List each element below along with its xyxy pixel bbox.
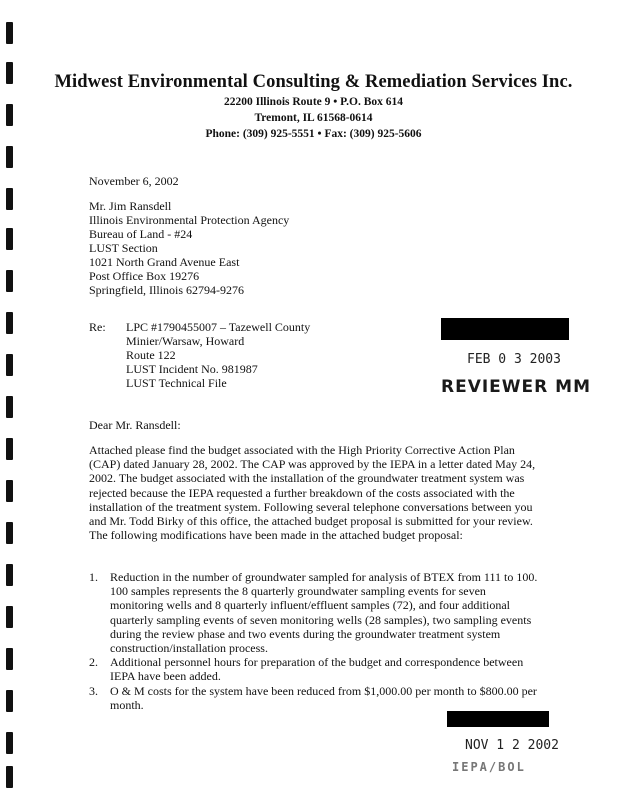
recipient-section: LUST Section: [89, 241, 158, 255]
re-line: Route 122: [126, 348, 176, 362]
re-label: Re:: [89, 320, 106, 334]
scan-mark: [6, 396, 13, 418]
scan-mark: [6, 564, 13, 586]
letter-date: November 6, 2002: [89, 174, 179, 188]
list-item-number: 2.: [89, 655, 98, 670]
scan-mark: [6, 188, 13, 210]
reviewer-stamp: REVIEWER MM: [441, 377, 592, 397]
scan-mark: [6, 270, 13, 292]
nov-date-stamp: NOV 1 2 2002: [465, 738, 559, 753]
recipient-name: Mr. Jim Ransdell: [89, 199, 172, 213]
list-item-text: Reduction in the number of groundwater sampled for analysis of BTEX from 111 to 100. 100 samples represents the 8 quarterly groundwater sampling events for seven monitoring wells and 8 quarterly influent/effluent samples (72), and four additional quarterly sampling events of seven monitoring wells (28 samples), two sampling events during the review phase and two events during the groundwater treatment system construction/installation process.: [110, 570, 538, 656]
scan-mark: [6, 312, 13, 334]
scan-mark: [6, 606, 13, 628]
body-paragraph: Attached please find the budget associated with the High Priority Corrective Action Plan (CAP) dated January 28, 2002. The CAP was approved by the IEPA in a letter dated May 24, 2002. The budget associated with the installation of the groundwater treatment system was rejected because the IEPA requested a further breakdown of the costs associated with the installation of the treatment system. Following several telephone conversations between you and Mr. Todd Birky of this office, the attached budget proposal is submitted for your review. The following modifications have been made in the attached budget proposal:: [89, 443, 536, 543]
re-line: LUST Technical File: [126, 376, 227, 390]
modifications-list: [89, 570, 541, 712]
recipient-address: [89, 199, 289, 297]
list-item-number: 1.: [89, 570, 98, 584]
scan-mark: [6, 480, 13, 502]
recipient-street: 1021 North Grand Avenue East: [89, 255, 240, 269]
re-lines: [126, 320, 310, 390]
scan-mark: [6, 354, 13, 376]
scan-mark: [6, 146, 13, 168]
re-line: Minier/Warsaw, Howard: [126, 334, 245, 348]
list-item-number: 3.: [89, 683, 98, 698]
salutation: Dear Mr. Ransdell:: [89, 418, 181, 432]
redaction-bar: [441, 318, 569, 340]
list-item-text: O & M costs for the system have been reduced from $1,000.00 per month to $800.00 per month.: [110, 683, 537, 712]
recipient-bureau: Bureau of Land - #24: [89, 227, 193, 241]
received-date-stamp: FEB 0 3 2003: [467, 352, 561, 367]
scan-mark: [6, 228, 13, 250]
list-item-text: Additional personnel hours for preparation of the budget and correspondence between IEPA have been added.: [110, 655, 524, 684]
list-item: [89, 684, 541, 712]
list-item: [89, 655, 541, 683]
company-address: 22200 Illinois Route 9 • P.O. Box 614: [224, 96, 403, 108]
company-name: Midwest Environmental Consulting & Remediation Services Inc.: [54, 72, 573, 92]
company-city: Tremont, IL 61568-0614: [254, 112, 373, 124]
scan-mark: [6, 690, 13, 712]
scan-mark: [6, 766, 13, 788]
scan-mark: [6, 22, 13, 44]
redaction-bar-bottom: [447, 711, 549, 727]
recipient-po-box: Post Office Box 19276: [89, 269, 200, 283]
bottom-stamp-text: IEPA/BOL: [452, 760, 526, 774]
scan-mark: [6, 648, 13, 670]
scan-mark: [6, 438, 13, 460]
scan-mark: [6, 522, 13, 544]
re-line: LPC #1790455007 – Tazewell County: [126, 320, 311, 334]
company-phone-fax: Phone: (309) 925-5551 • Fax: (309) 925-5606: [205, 128, 422, 140]
re-line: LUST Incident No. 981987: [126, 362, 258, 376]
recipient-agency: Illinois Environmental Protection Agency: [89, 213, 290, 227]
scan-mark: [6, 732, 13, 754]
list-item: [89, 570, 541, 655]
recipient-city: Springfield, Illinois 62794-9276: [89, 283, 244, 297]
